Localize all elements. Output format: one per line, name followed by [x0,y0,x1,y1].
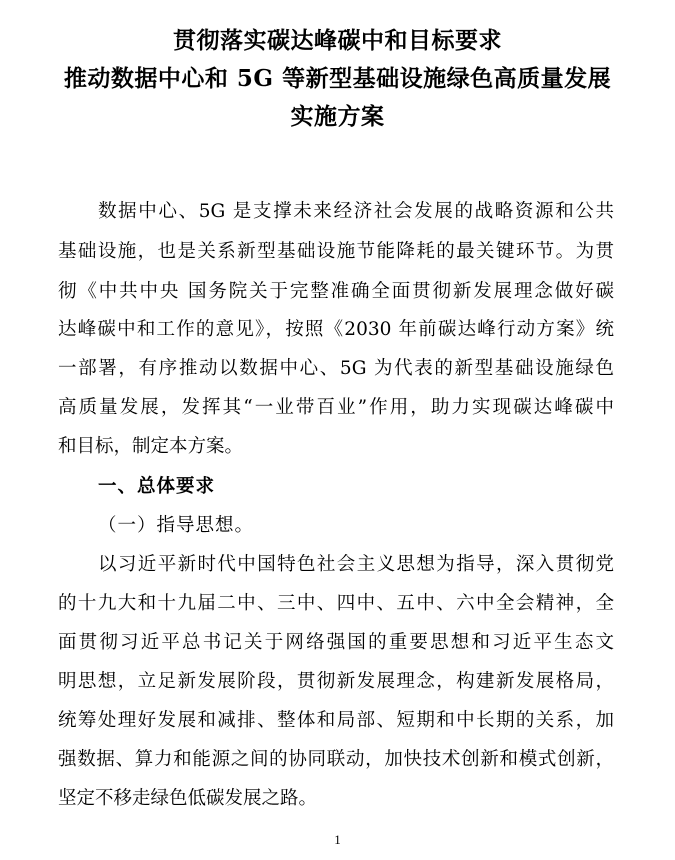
ideology-line-1: 以习近平新时代中国特色社会主义思想为指导，深入贯彻党 [98,554,614,575]
ideology-line-4: 明思想，立足新发展阶段，贯彻新发展理念，构建新发展格局， [58,671,614,692]
intro-line-1: 数据中心、5G 是支撑未来经济社会发展的战略资源和公共 [98,201,614,222]
page-number: 1 [334,832,341,847]
intro-line-4: 达峰碳中和工作的意见》，按照《2030 年前碳达峰行动方案》统 [58,319,614,340]
document-title [0,22,675,136]
title-line-1: 贯彻落实碳达峰碳中和目标要求 [173,27,502,54]
title-line-2: 推动数据中心和 5G 等新型基础设施绿色高质量发展 [63,65,612,92]
intro-line-7: 和目标，制定本方案。 [58,436,244,457]
ideology-line-5: 统筹处理好发展和减排、整体和局部、短期和中长期的关系，加 [58,710,614,731]
title-line-3: 实施方案 [290,103,385,130]
intro-line-3: 彻《中共中央 国务院关于完整准确全面贯彻新发展理念做好碳 [58,281,614,302]
section-heading-overall-requirements: 一、总体要求 [98,476,216,497]
ideology-line-2: 的十九大和十九届二中、三中、四中、五中、六中全会精神，全 [58,593,614,614]
subsection-heading-guiding-ideology: （一）指导思想。 [98,515,255,536]
intro-line-2: 基础设施，也是关系新型基础设施节能降耗的最关键环节。为贯 [58,241,614,262]
ideology-line-7: 坚定不移走绿色低碳发展之路。 [58,788,318,809]
ideology-line-6: 强数据、算力和能源之间的协同联动，加快技术创新和模式创新， [58,749,614,770]
ideology-line-3: 面贯彻习近平总书记关于网络强国的重要思想和习近平生态文 [58,632,614,653]
intro-line-5: 一部署，有序推动以数据中心、5G 为代表的新型基础设施绿色 [58,358,614,379]
intro-line-6: 高质量发展，发挥其“一业带百业”作用，助力实现碳达峰碳中 [58,397,614,418]
